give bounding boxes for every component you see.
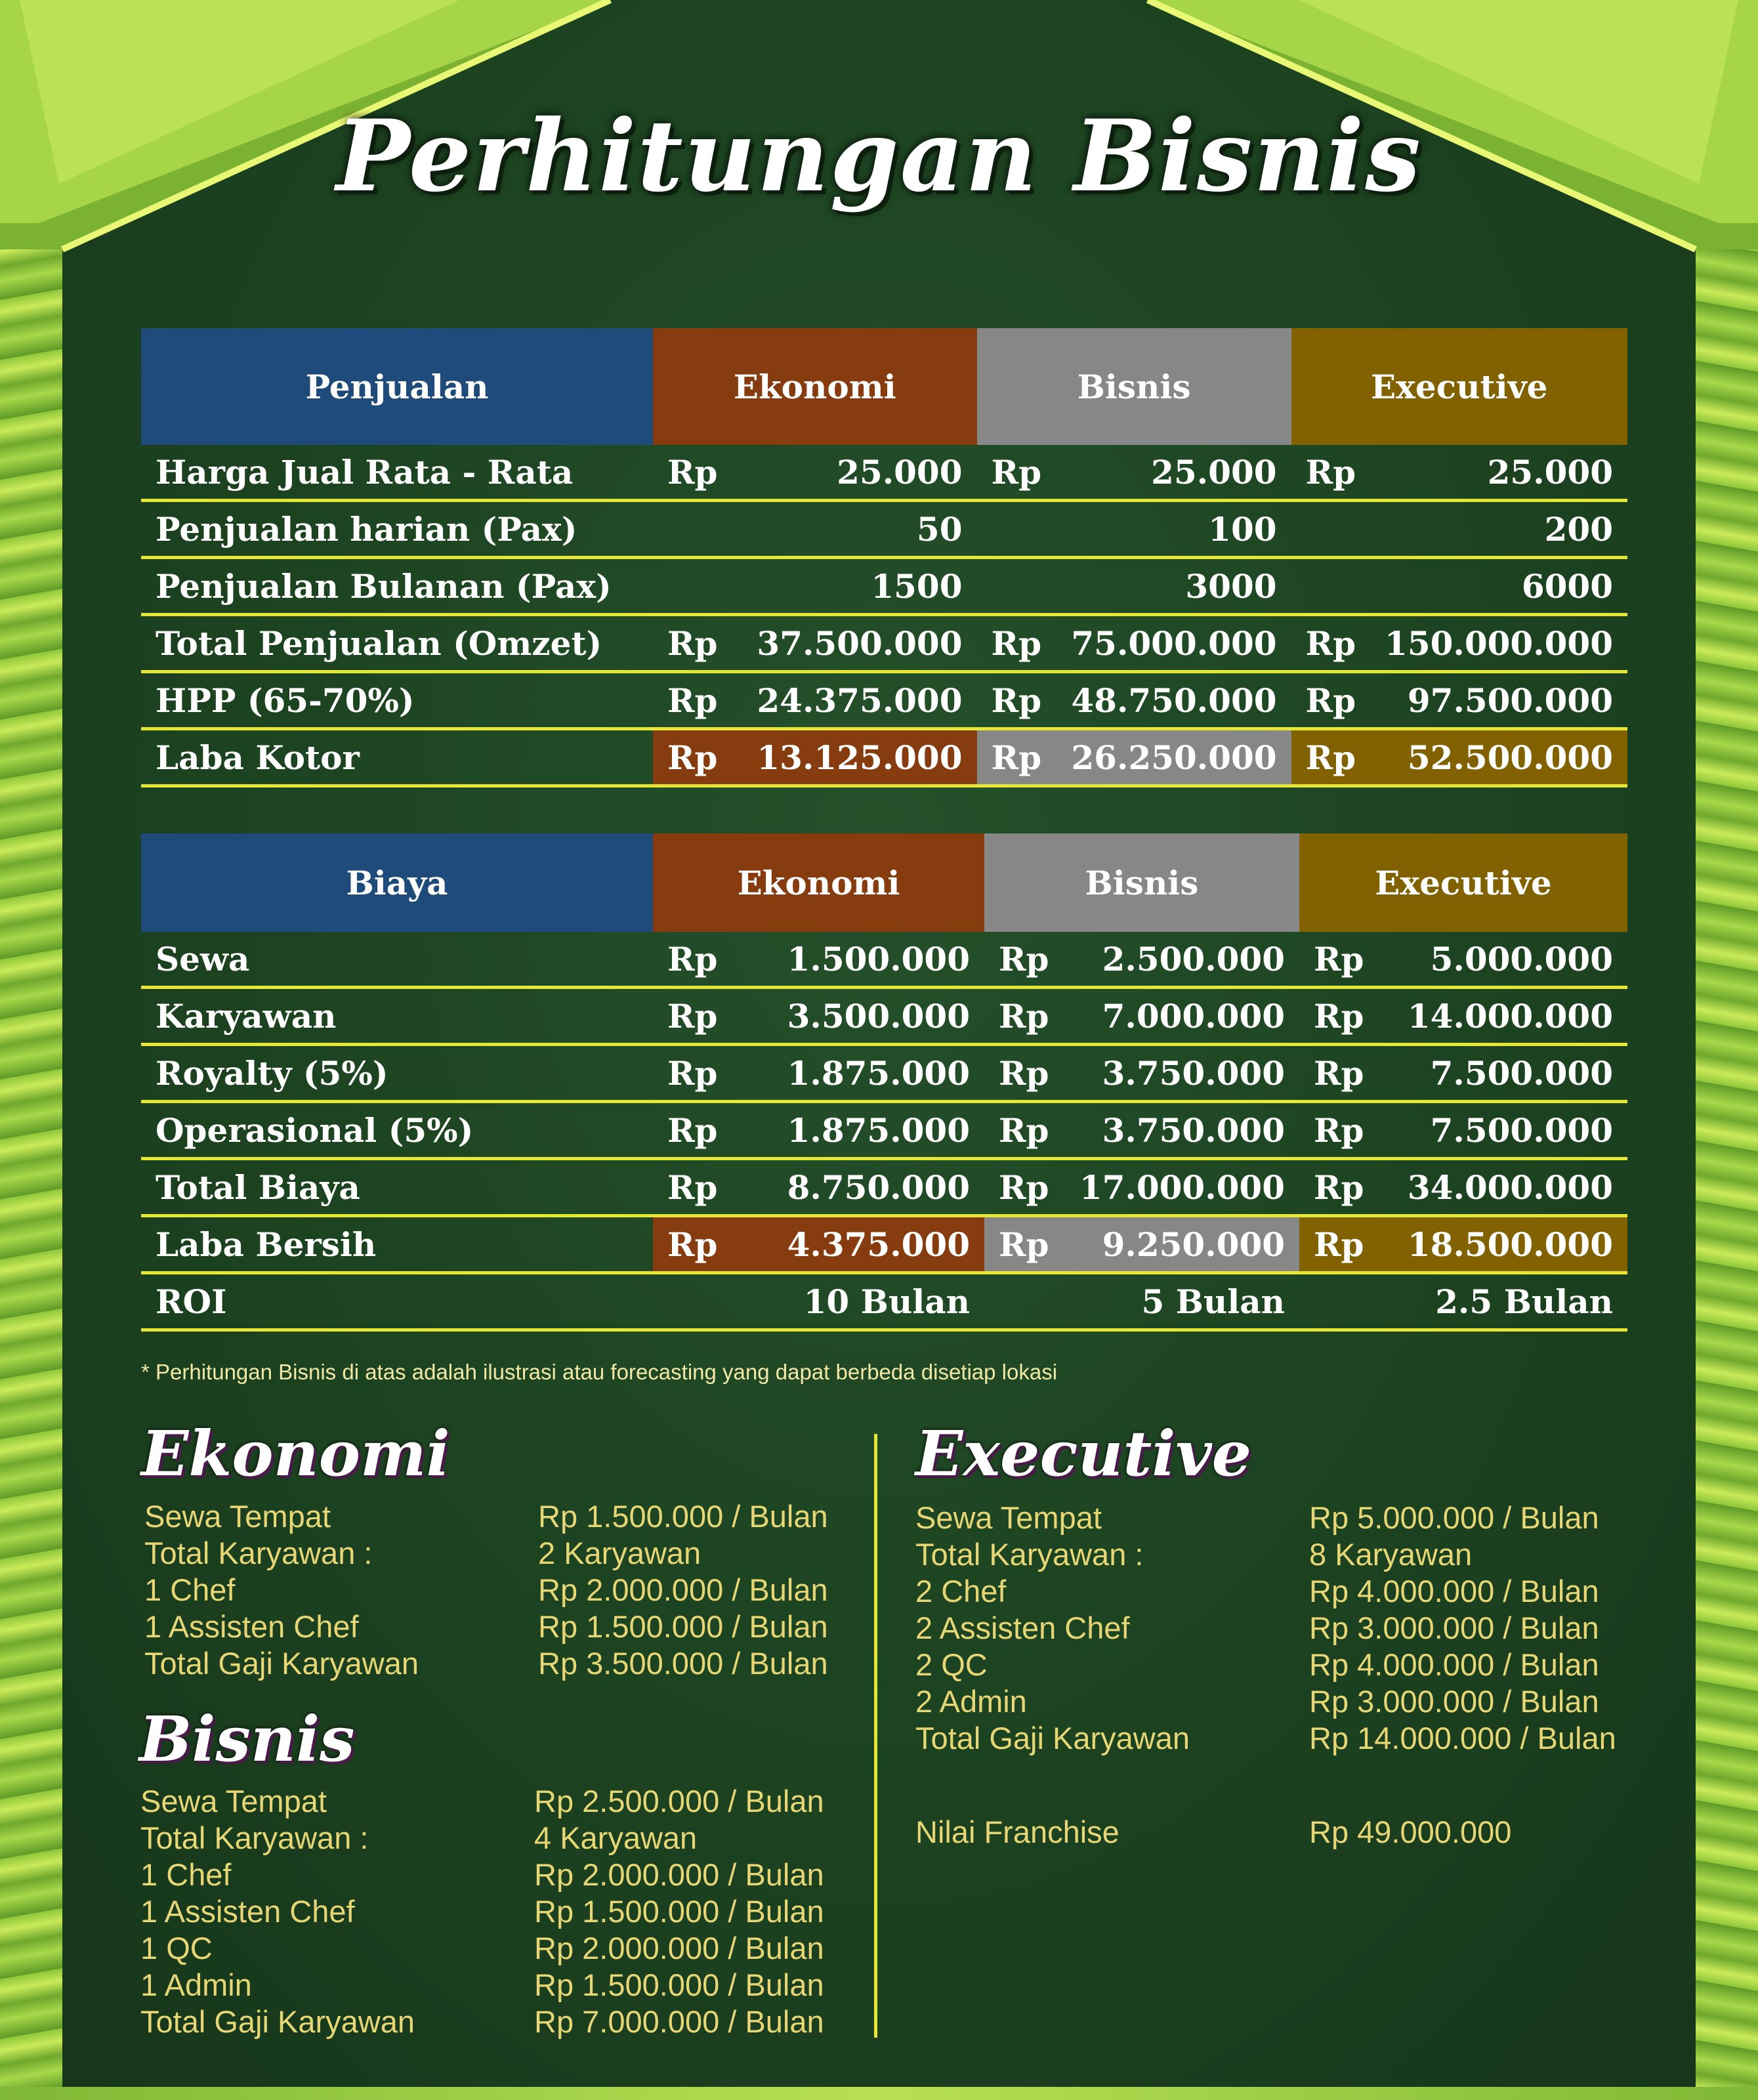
value-ekonomi: 1500: [732, 558, 977, 615]
currency-label: Rp: [984, 1045, 1064, 1102]
row-label: Penjualan harian (Pax): [141, 501, 653, 558]
table-row: [141, 558, 1627, 615]
currency-label: Rp: [1291, 445, 1371, 501]
item-label: Total Gaji Karyawan: [144, 1646, 419, 1681]
value-executive: 97.500.000: [1370, 672, 1627, 729]
table-row: [141, 445, 1627, 501]
row-label: Total Biaya: [141, 1159, 653, 1216]
item-value: Rp 2.000.000 / Bulan: [534, 1857, 824, 1892]
value-bisnis: 9.250.000: [1064, 1216, 1299, 1273]
item-value: 4 Karyawan: [534, 1820, 698, 1855]
currency-label: Rp: [984, 1216, 1064, 1273]
currency-label: [1291, 501, 1371, 558]
item-label: 1 Assisten Chef: [144, 1609, 359, 1644]
list-item: [140, 1820, 849, 1857]
currency-label: Rp: [984, 1102, 1064, 1159]
value-ekonomi: 13.125.000: [732, 729, 977, 786]
laba-bersih-row: [141, 1216, 1627, 1273]
value-executive: 52.500.000: [1370, 729, 1627, 786]
currency-label: [653, 501, 732, 558]
executive-title: Executive: [915, 1418, 1252, 1490]
value-bisnis: 100: [1056, 501, 1291, 558]
table-row: [141, 672, 1627, 729]
ekonomi-title: Ekonomi: [141, 1418, 450, 1490]
list-item: [915, 1683, 1637, 1720]
currency-label: Rp: [653, 1159, 732, 1216]
item-label: 1 Admin: [140, 1967, 252, 2002]
row-label: Royalty (5%): [141, 1045, 653, 1102]
ekonomi-list: [144, 1498, 853, 1682]
item-value: Rp 4.000.000 / Bulan: [1309, 1647, 1599, 1682]
list-item: [915, 1720, 1637, 1757]
currency-label: Rp: [977, 445, 1057, 501]
value-bisnis: 25.000: [1056, 445, 1291, 501]
currency-label: Rp: [977, 615, 1057, 672]
currency-label: [653, 558, 732, 615]
currency-label: Rp: [653, 988, 732, 1045]
header-ekonomi: Ekonomi: [653, 328, 977, 445]
item-value: 2 Karyawan: [538, 1536, 701, 1570]
item-label: 2 Chef: [915, 1574, 1007, 1608]
item-label: Total Gaji Karyawan: [915, 1721, 1190, 1755]
row-label: Laba Bersih: [141, 1216, 653, 1273]
value-ekonomi: 37.500.000: [732, 615, 977, 672]
item-value: Rp 2.500.000 / Bulan: [534, 1784, 824, 1818]
list-item: [144, 1645, 853, 1682]
value-ekonomi: 25.000: [732, 445, 977, 501]
franchise-label: Nilai Franchise: [915, 1815, 1120, 1849]
list-item: [915, 1573, 1637, 1610]
currency-label: [1291, 558, 1371, 615]
currency-label: Rp: [1291, 672, 1371, 729]
value-ekonomi: 1.875.000: [732, 1102, 984, 1159]
list-item: [140, 2004, 849, 2040]
bisnis-title: Bisnis: [139, 1703, 355, 1776]
bisnis-list: [140, 1783, 849, 2040]
item-label: Total Karyawan :: [144, 1536, 373, 1570]
list-item: [140, 1967, 849, 2004]
value-executive: 7.500.000: [1379, 1045, 1627, 1102]
value-ekonomi: 1.875.000: [732, 1045, 984, 1102]
currency-label: Rp: [1291, 729, 1371, 786]
column-divider: [874, 1434, 877, 2038]
item-value: Rp 1.500.000 / Bulan: [538, 1609, 828, 1644]
bottom-leaf-border: [0, 2087, 1758, 2100]
value-executive: 150.000.000: [1370, 615, 1627, 672]
list-item: [144, 1498, 853, 1535]
table-row: [141, 501, 1627, 558]
item-value: Rp 2.000.000 / Bulan: [538, 1572, 828, 1607]
value-bisnis: 3.750.000: [1064, 1045, 1299, 1102]
list-item: [140, 1893, 849, 1930]
header-penjualan: Penjualan: [141, 328, 653, 445]
header-executive: Executive: [1291, 328, 1627, 445]
value-bisnis: 17.000.000: [1064, 1159, 1299, 1216]
currency-label: [977, 501, 1057, 558]
currency-label: Rp: [1299, 1159, 1379, 1216]
row-label: Operasional (5%): [141, 1102, 653, 1159]
row-label: HPP (65-70%): [141, 672, 653, 729]
currency-label: Rp: [653, 445, 732, 501]
currency-label: Rp: [1299, 932, 1379, 988]
item-label: 1 QC: [140, 1931, 213, 1965]
item-value: Rp 7.000.000 / Bulan: [534, 2004, 824, 2039]
currency-label: [984, 1273, 1064, 1330]
cost-table: [141, 833, 1627, 1332]
value-executive: 6000: [1370, 558, 1627, 615]
value-executive: 34.000.000: [1379, 1159, 1627, 1216]
header-bisnis: Bisnis: [977, 328, 1291, 445]
currency-label: Rp: [984, 932, 1064, 988]
currency-label: [653, 1273, 732, 1330]
row-label: Laba Kotor: [141, 729, 653, 786]
item-value: Rp 4.000.000 / Bulan: [1309, 1574, 1599, 1608]
list-item: [915, 1610, 1637, 1647]
table-row: [141, 1102, 1627, 1159]
currency-label: Rp: [653, 1216, 732, 1273]
currency-label: Rp: [977, 729, 1057, 786]
currency-label: Rp: [1299, 988, 1379, 1045]
table-row: [141, 1045, 1627, 1102]
item-value: Rp 3.000.000 / Bulan: [1309, 1610, 1599, 1645]
value-bisnis: 3000: [1056, 558, 1291, 615]
item-label: Sewa Tempat: [144, 1499, 331, 1534]
item-label: 2 Admin: [915, 1684, 1027, 1719]
table-row: [141, 615, 1627, 672]
value-bisnis: 26.250.000: [1056, 729, 1291, 786]
item-value: Rp 3.500.000 / Bulan: [538, 1646, 828, 1681]
page-title: Perhitungan Bisnis: [336, 98, 1422, 214]
list-item: [915, 1647, 1637, 1683]
disclaimer-note: * Perhitungan Bisnis di atas adalah ilustrasi atau forecasting yang dapat berbeda disetiap lokasi: [141, 1360, 1058, 1384]
item-label: Total Gaji Karyawan: [140, 2004, 415, 2039]
value-executive: 2.5 Bulan: [1379, 1273, 1627, 1330]
value-ekonomi: 50: [732, 501, 977, 558]
header-bisnis: Bisnis: [984, 833, 1299, 932]
row-label: Karyawan: [141, 988, 653, 1045]
value-executive: 200: [1370, 501, 1627, 558]
value-bisnis: 5 Bulan: [1064, 1273, 1299, 1330]
right-leaf-border: [1696, 0, 1758, 2100]
currency-label: Rp: [984, 988, 1064, 1045]
table-row: [141, 988, 1627, 1045]
table-row: [141, 1159, 1627, 1216]
currency-label: Rp: [1291, 615, 1371, 672]
row-label: Total Penjualan (Omzet): [141, 615, 653, 672]
franchise-row: [915, 1814, 1637, 1851]
list-item: [915, 1536, 1637, 1573]
value-ekonomi: 4.375.000: [732, 1216, 984, 1273]
cost-header-row: [141, 833, 1627, 932]
table-row: [141, 932, 1627, 988]
item-value: Rp 1.500.000 / Bulan: [534, 1967, 824, 2002]
list-item: [144, 1535, 853, 1572]
list-item: [144, 1572, 853, 1608]
value-bisnis: 2.500.000: [1064, 932, 1299, 988]
item-label: 1 Chef: [140, 1857, 232, 1892]
currency-label: Rp: [977, 672, 1057, 729]
currency-label: Rp: [653, 1102, 732, 1159]
value-ekonomi: 3.500.000: [732, 988, 984, 1045]
value-executive: 18.500.000: [1379, 1216, 1627, 1273]
currency-label: Rp: [1299, 1102, 1379, 1159]
item-label: 2 QC: [915, 1647, 988, 1682]
currency-label: Rp: [984, 1159, 1064, 1216]
sales-header-row: [141, 328, 1627, 445]
row-label: Penjualan Bulanan (Pax): [141, 558, 653, 615]
list-item: [140, 1857, 849, 1893]
item-value: 8 Karyawan: [1309, 1537, 1473, 1572]
item-label: 1 Chef: [144, 1572, 236, 1607]
currency-label: Rp: [653, 672, 732, 729]
row-label: ROI: [141, 1273, 653, 1330]
value-ekonomi: 8.750.000: [732, 1159, 984, 1216]
currency-label: Rp: [653, 1045, 732, 1102]
item-value: Rp 1.500.000 / Bulan: [534, 1894, 824, 1929]
row-label: Sewa: [141, 932, 653, 988]
laba-kotor-row: [141, 729, 1627, 786]
franchise-value: Rp 49.000.000: [1309, 1815, 1512, 1849]
value-executive: 7.500.000: [1379, 1102, 1627, 1159]
value-ekonomi: 24.375.000: [732, 672, 977, 729]
currency-label: Rp: [653, 615, 732, 672]
row-label: Harga Jual Rata - Rata: [141, 445, 653, 501]
item-label: Sewa Tempat: [140, 1784, 327, 1818]
value-executive: 5.000.000: [1379, 932, 1627, 988]
currency-label: Rp: [653, 932, 732, 988]
item-value: Rp 1.500.000 / Bulan: [538, 1499, 828, 1534]
header-executive: Executive: [1299, 833, 1627, 932]
item-value: Rp 5.000.000 / Bulan: [1309, 1500, 1599, 1535]
value-executive: 25.000: [1370, 445, 1627, 501]
item-label: Sewa Tempat: [915, 1500, 1102, 1535]
currency-label: [977, 558, 1057, 615]
executive-list: [915, 1500, 1637, 1851]
currency-label: Rp: [653, 729, 732, 786]
item-label: 2 Assisten Chef: [915, 1610, 1130, 1645]
roi-row: [141, 1273, 1627, 1330]
value-bisnis: 75.000.000: [1056, 615, 1291, 672]
item-value: Rp 14.000.000 / Bulan: [1309, 1721, 1616, 1755]
list-item: [915, 1500, 1637, 1536]
item-label: Total Karyawan :: [915, 1537, 1144, 1572]
list-item: [144, 1608, 853, 1645]
item-value: Rp 2.000.000 / Bulan: [534, 1931, 824, 1965]
item-label: Total Karyawan :: [140, 1820, 369, 1855]
left-leaf-border: [0, 0, 62, 2100]
list-item: [140, 1783, 849, 1820]
value-bisnis: 7.000.000: [1064, 988, 1299, 1045]
currency-label: [1299, 1273, 1379, 1330]
header-ekonomi: Ekonomi: [653, 833, 984, 932]
list-item: [140, 1930, 849, 1967]
item-value: Rp 3.000.000 / Bulan: [1309, 1684, 1599, 1719]
value-executive: 14.000.000: [1379, 988, 1627, 1045]
value-ekonomi: 1.500.000: [732, 932, 984, 988]
value-ekonomi: 10 Bulan: [732, 1273, 984, 1330]
currency-label: Rp: [1299, 1216, 1379, 1273]
currency-label: Rp: [1299, 1045, 1379, 1102]
value-bisnis: 3.750.000: [1064, 1102, 1299, 1159]
value-bisnis: 48.750.000: [1056, 672, 1291, 729]
sales-table: [141, 328, 1627, 788]
item-label: 1 Assisten Chef: [140, 1894, 355, 1929]
header-biaya: Biaya: [141, 833, 653, 932]
